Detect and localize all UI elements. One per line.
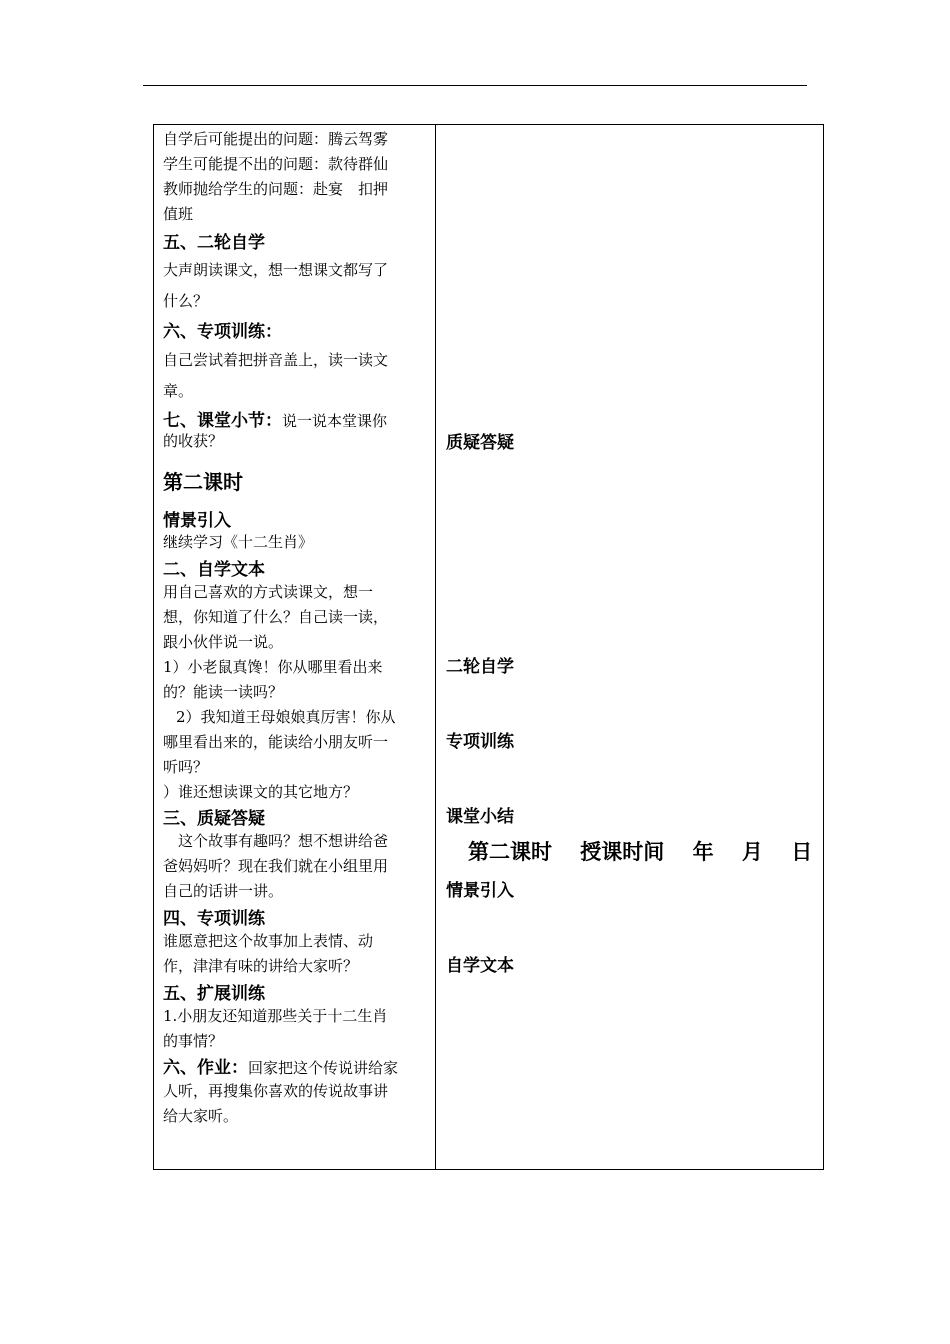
body-line: ）谁还想读课文的其它地方？	[163, 783, 359, 801]
section-heading: 七、课堂小节：	[163, 411, 282, 431]
section-heading: 二、自学文本	[163, 560, 265, 580]
body-line: 用自己喜欢的方式读课文，想一	[163, 583, 374, 601]
body-line: 自己尝试着把拼音盖上，读一读文	[163, 351, 389, 369]
right-label: 自学文本	[446, 956, 514, 976]
section-heading: 六、作业：	[163, 1058, 248, 1078]
body-line: 章。	[163, 382, 194, 400]
body-line: 爸妈妈听？现在我们就在小组里用	[163, 857, 389, 875]
section-heading: 四、专项训练	[163, 909, 265, 929]
body-line: 人听，再搜集你喜欢的传说故事讲	[163, 1082, 389, 1100]
body-line: 大声朗读课文，想一想课文都写了	[163, 261, 389, 279]
section-heading: 情景引入	[163, 511, 231, 531]
body-line: 给大家听。	[163, 1107, 239, 1125]
right-label: 课堂小结	[446, 807, 514, 827]
body-line: 1）小老鼠真馋！你从哪里看出来	[163, 658, 383, 676]
question-line: 教师抛给学生的问题：赴宴 扣押	[163, 180, 389, 198]
section-heading: 五、扩展训练	[163, 984, 265, 1004]
question-line: 学生可能提不出的问题：款待群仙	[163, 155, 389, 173]
lesson-title: 第二课时	[163, 470, 243, 494]
body-line: 谁愿意把这个故事加上表情、动	[163, 932, 374, 950]
body-line: 2）我知道王母娘娘真厉害！你从	[176, 708, 396, 726]
body-line: 跟小伙伴说一说。	[163, 633, 284, 651]
body-inline: 说一说本堂课你	[282, 412, 388, 430]
body-line: 继续学习《十二生肖》	[163, 533, 314, 551]
question-line: 自学后可能提出的问题：腾云驾雾	[163, 130, 389, 148]
body-inline: 回家把这个传说讲给家	[248, 1059, 399, 1077]
question-line: 值班	[163, 205, 194, 223]
section-heading: 三、质疑答疑	[163, 809, 265, 829]
body-line: 什么？	[163, 292, 209, 310]
right-label: 专项训练	[446, 732, 514, 752]
body-line: 的事情？	[163, 1032, 224, 1050]
body-line: 自己的话讲一讲。	[163, 882, 284, 900]
body-line: 想，你知道了什么？自己读一读，	[163, 608, 389, 626]
body-line: 作，津津有味的讲给大家听？	[163, 957, 359, 975]
section-line	[163, 406, 387, 431]
right-label: 质疑答疑	[446, 433, 514, 453]
section-heading: 五、二轮自学	[163, 233, 265, 253]
header-rule	[143, 85, 807, 86]
column-divider	[435, 124, 436, 1170]
body-line: 1.小朋友还知道那些关于十二生肖	[163, 1007, 388, 1025]
body-line: 这个故事有趣吗？想不想讲给爸	[178, 832, 389, 850]
body-line: 哪里看出来的，能读给小朋友听一	[163, 733, 389, 751]
right-label: 二轮自学	[446, 657, 514, 677]
lesson-time-title: 第二课时 授课时间 年 月 日	[468, 840, 813, 864]
body-line: 听吗？	[163, 758, 209, 776]
right-label: 情景引入	[446, 881, 514, 901]
body-line: 的？能读一读吗？	[163, 683, 284, 701]
section-heading: 六、专项训练：	[163, 322, 282, 342]
section-line	[163, 1053, 398, 1078]
body-line: 的收获？	[163, 432, 224, 450]
